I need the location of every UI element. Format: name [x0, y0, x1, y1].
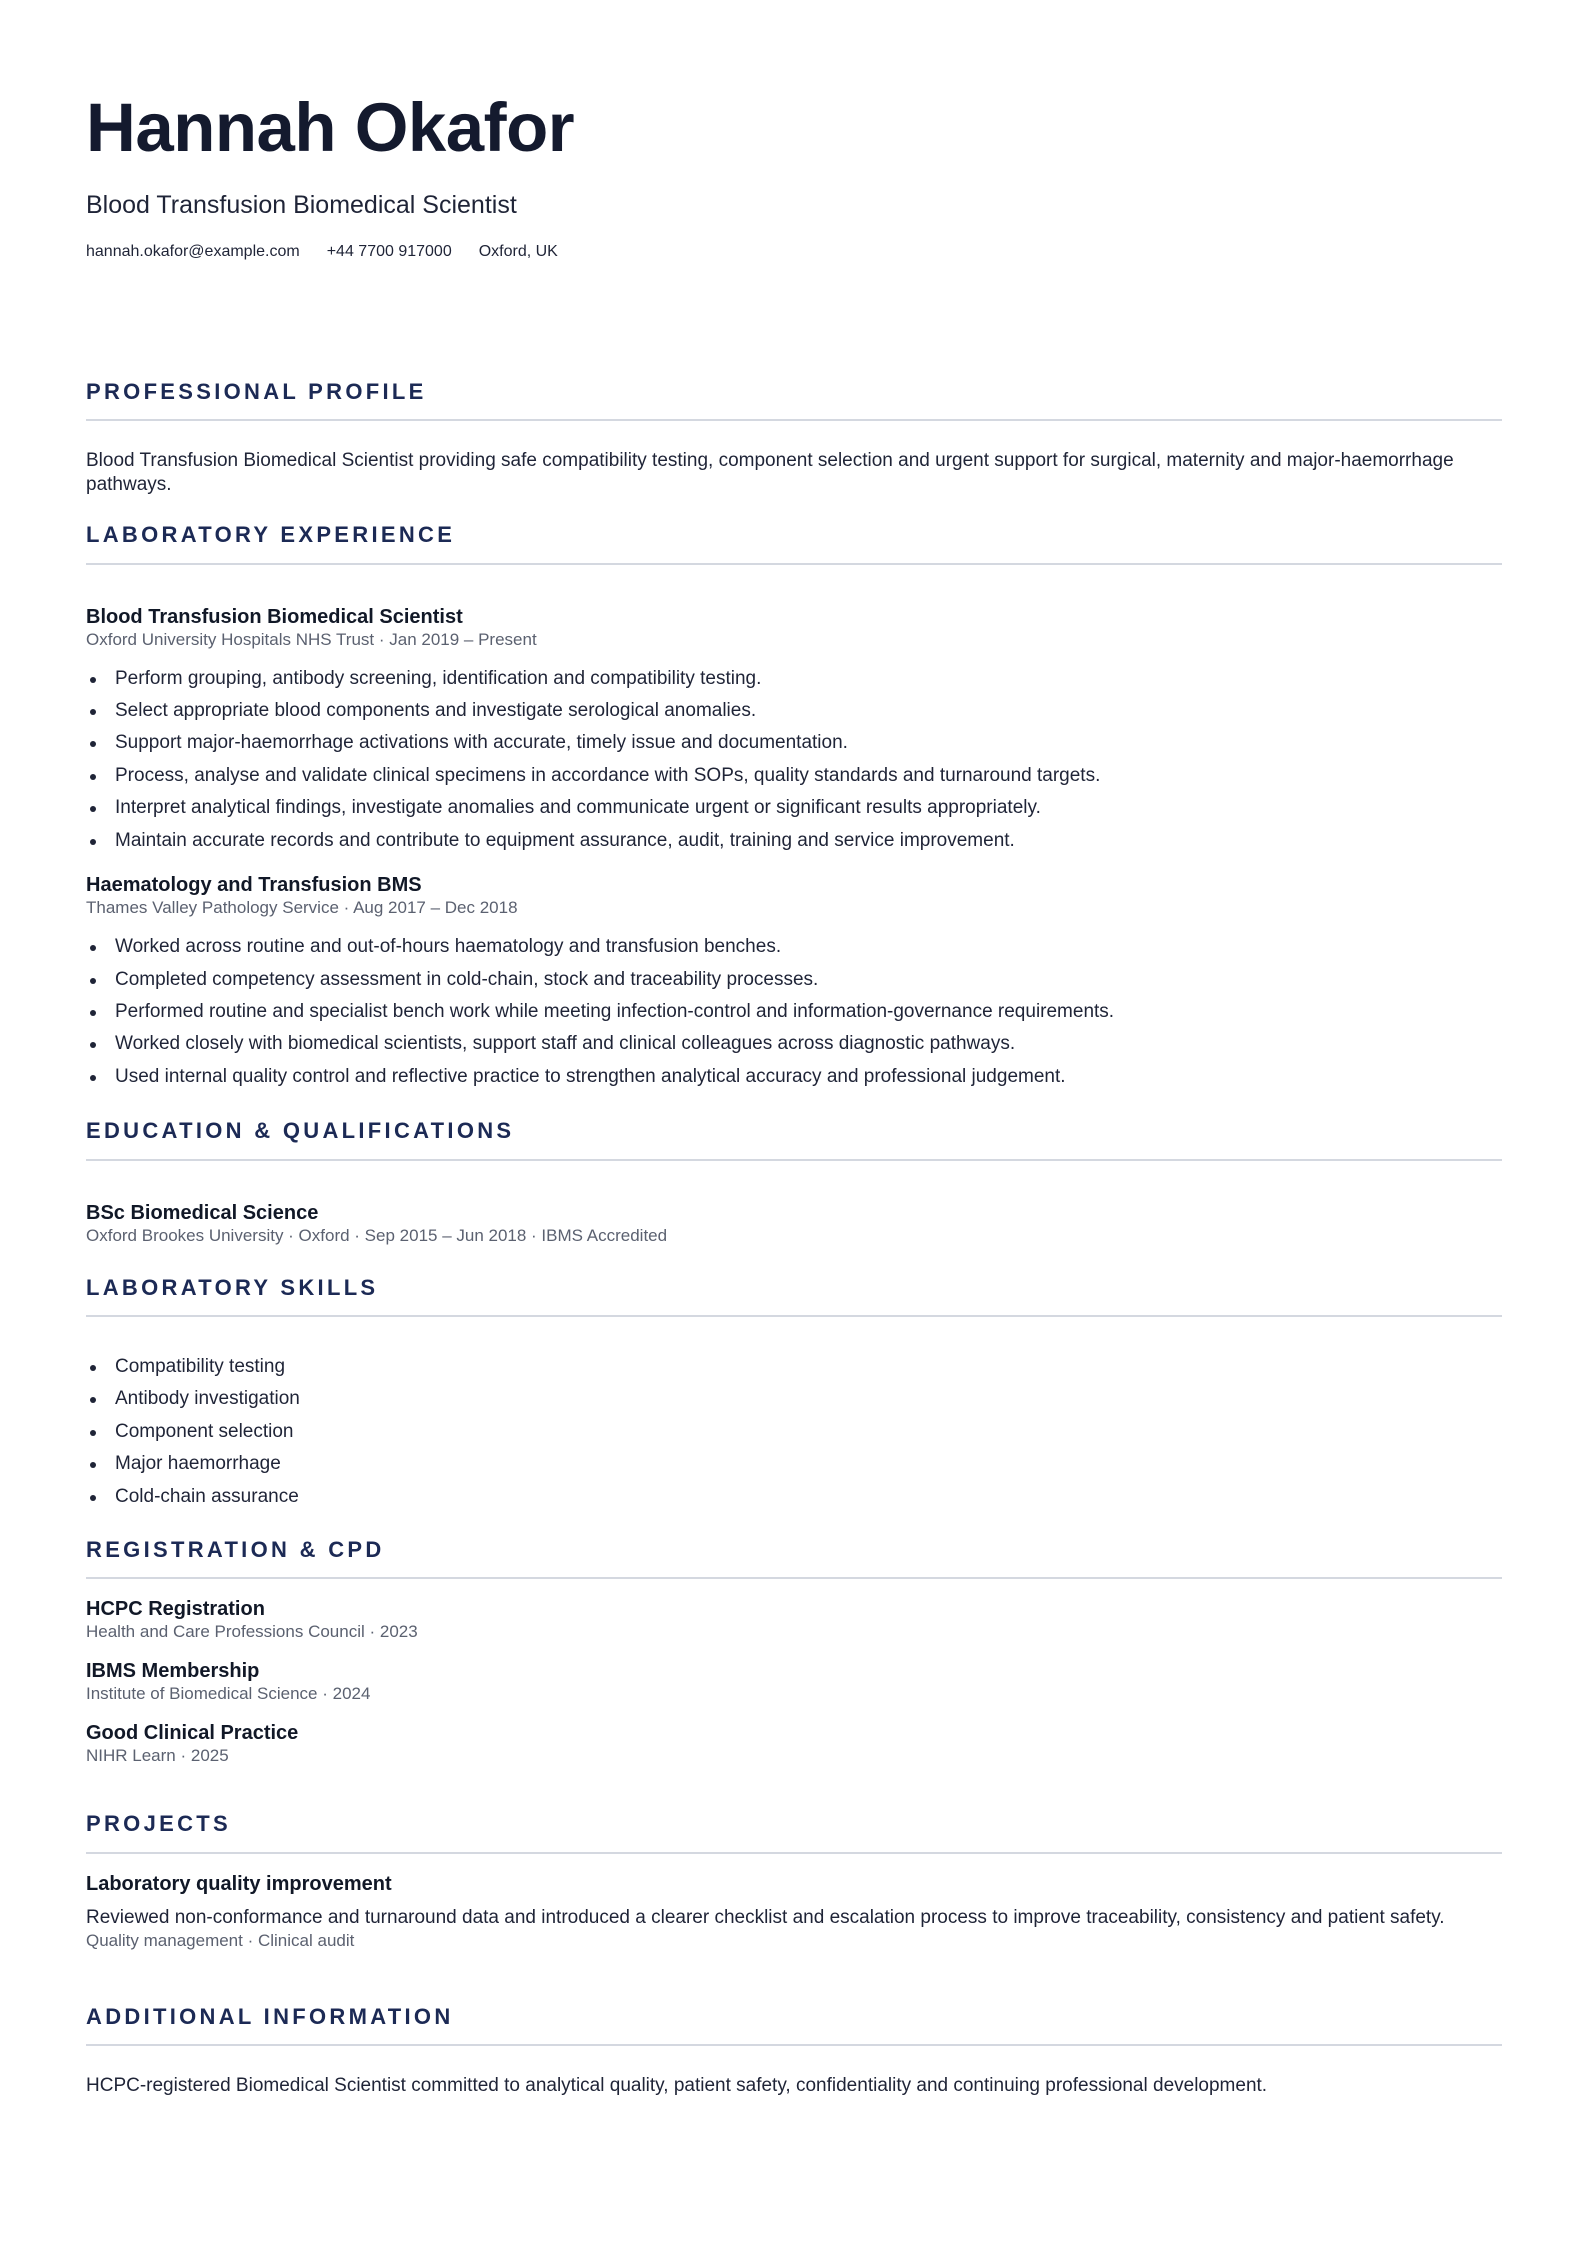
list-item: Worked closely with biomedical scientists, support staff and clinical colleagues across diagnostic pathways. [115, 1028, 1502, 1060]
section-divider [86, 563, 1502, 565]
project-entry [86, 1872, 1502, 1952]
skills-list [86, 1351, 1502, 1513]
job-meta: Oxford University Hospitals NHS Trust · Jan 2019 – Present [86, 629, 537, 649]
registration-entry [86, 1597, 1502, 1643]
registration-meta: NIHR Learn · 2025 [86, 1746, 229, 1766]
profile-text: Blood Transfusion Biomedical Scientist providing safe compatibility testing, component selection and urgent support for surgical, maternity and major-haemorrhage pathways. [86, 450, 1454, 496]
section-title: LABORATORY EXPERIENCE [86, 522, 456, 548]
list-item: Select appropriate blood components and investigate serological anomalies. [115, 695, 1502, 727]
section-divider [86, 419, 1502, 421]
list-item: Major haemorrhage [115, 1448, 1502, 1480]
section-title: EDUCATION & QUALIFICATIONS [86, 1118, 515, 1144]
list-item: Maintain accurate records and contribute to equipment assurance, audit, training and service improvement. [115, 825, 1502, 857]
contact-email: hannah.okafor@example.com [86, 242, 300, 260]
section-title: REGISTRATION & CPD [86, 1536, 385, 1562]
section-divider [86, 1159, 1502, 1161]
list-item: Support major-haemorrhage activations with accurate, timely issue and documentation. [115, 727, 1502, 759]
job-bullets [86, 663, 1502, 857]
list-item: Compatibility testing [115, 1351, 1502, 1383]
section-divider [86, 1852, 1502, 1854]
list-item: Worked across routine and out-of-hours haematology and transfusion benches. [115, 931, 1502, 963]
additional-text: HCPC-registered Biomedical Scientist committed to analytical quality, patient safety, confidentiality and continuing professional development. [86, 2075, 1268, 2097]
list-item: Component selection [115, 1416, 1502, 1448]
registration-entry [86, 1721, 1502, 1767]
job-title: Blood Transfusion Biomedical Scientist [86, 605, 463, 628]
section-additional [86, 2004, 1502, 2098]
section-title: ADDITIONAL INFORMATION [86, 2003, 454, 2029]
registration-meta: Health and Care Professions Council · 2023 [86, 1622, 418, 1642]
section-skills [86, 1275, 1502, 1513]
list-item: Used internal quality control and reflective practice to strengthen analytical accuracy and professional judgement. [115, 1061, 1502, 1093]
job-entry [86, 605, 1502, 857]
candidate-headline: Blood Transfusion Biomedical Scientist [86, 190, 517, 219]
section-title: PROJECTS [86, 1811, 231, 1837]
job-title: Haematology and Transfusion BMS [86, 874, 422, 897]
degree-meta: Oxford Brookes University · Oxford · Sep 2015 – Jun 2018 · IBMS Accredited [86, 1225, 668, 1245]
section-title: LABORATORY SKILLS [86, 1274, 379, 1300]
contact-phone: +44 7700 917000 [326, 242, 452, 260]
list-item: Perform grouping, antibody screening, identification and compatibility testing. [115, 663, 1502, 695]
section-title: PROFESSIONAL PROFILE [86, 378, 427, 404]
registration-meta: Institute of Biomedical Science · 2024 [86, 1684, 371, 1704]
job-meta: Thames Valley Pathology Service · Aug 2017 – Dec 2018 [86, 898, 518, 918]
list-item: Completed competency assessment in cold-chain, stock and traceability processes. [115, 964, 1502, 996]
list-item: Performed routine and specialist bench work while meeting infection-control and information-governance requirements. [115, 996, 1502, 1028]
contact-row [86, 243, 1502, 261]
list-item: Process, analyse and validate clinical specimens in accordance with SOPs, quality standards and turnaround targets. [115, 760, 1502, 792]
education-entry [86, 1201, 1502, 1247]
candidate-name: Hannah Okafor [86, 89, 575, 166]
registration-name: HCPC Registration [86, 1598, 265, 1621]
job-entry [86, 873, 1502, 1093]
section-divider [86, 2044, 1502, 2046]
project-tags: Quality management · Clinical audit [86, 1930, 355, 1950]
registration-name: IBMS Membership [86, 1660, 260, 1683]
project-description: Reviewed non-conformance and turnaround data and introduced a clearer checklist and escalation process to improve traceability, consistency and patient safety. [86, 1906, 1445, 1928]
contact-location: Oxford, UK [478, 242, 558, 260]
section-projects [86, 1811, 1502, 1951]
job-bullets [86, 931, 1502, 1093]
registration-name: Good Clinical Practice [86, 1722, 299, 1745]
degree-title: BSc Biomedical Science [86, 1201, 319, 1224]
section-profile [86, 379, 1502, 497]
registration-entry [86, 1659, 1502, 1705]
section-divider [86, 1577, 1502, 1579]
section-divider [86, 1315, 1502, 1317]
list-item: Interpret analytical findings, investigate anomalies and communicate urgent or significant results appropriately. [115, 792, 1502, 824]
resume-header [86, 90, 1502, 261]
list-item: Cold-chain assurance [115, 1481, 1502, 1513]
section-registration [86, 1537, 1502, 1767]
project-name: Laboratory quality improvement [86, 1872, 392, 1895]
list-item: Antibody investigation [115, 1383, 1502, 1415]
section-education [86, 1118, 1502, 1246]
section-experience [86, 522, 1502, 1093]
